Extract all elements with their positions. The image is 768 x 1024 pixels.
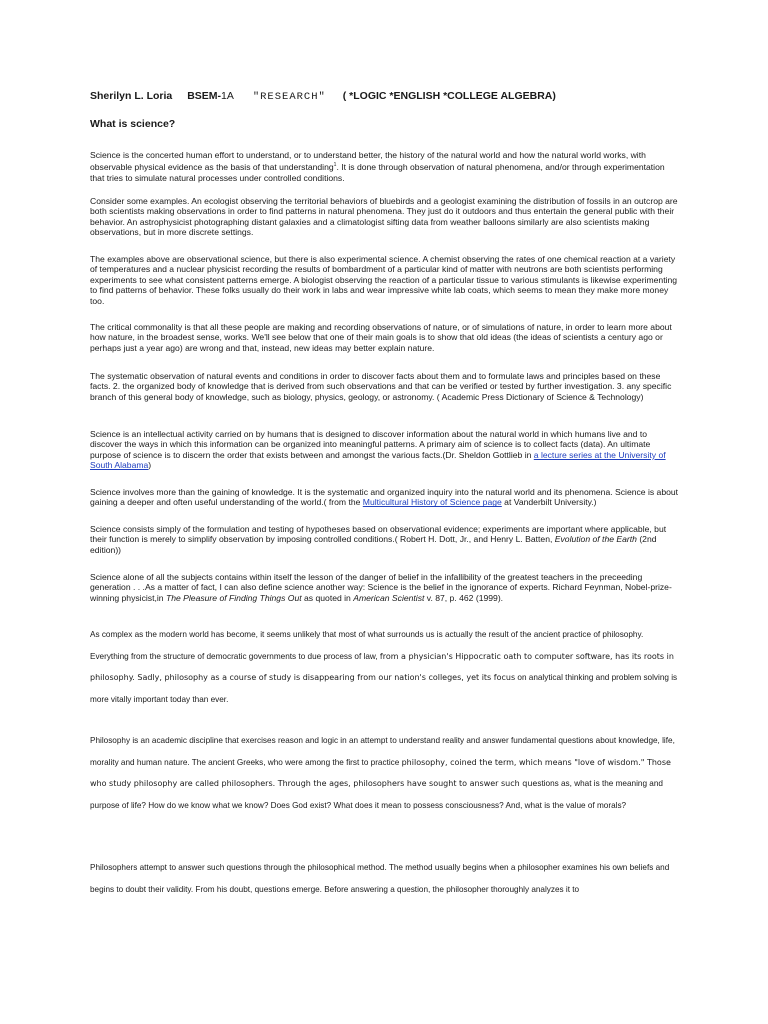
paragraph-text: from a physician's Hippocratic oath to computer software, has its roots in philosophy. Sadly, philosophy as a course of study is disappearing from our nation's colleges, yet its focus — [90, 651, 674, 682]
book-title: The Pleasure of Finding Things Out — [165, 592, 302, 603]
journal-title: American Scientist — [353, 592, 425, 603]
paragraph-text: v. 87, p. 462 (1999). — [424, 592, 504, 603]
paragraph-12: Philosophers attempt to answer such questions through the philosophical method. The method usually begins when a philosopher examines his own beliefs and begins to doubt their validity. From his doubt, questions emerge. Before answering a question, the philosopher thoroughly analyzes it to — [90, 863, 670, 894]
paragraph-text: Science is the concerted human effort to understand, or to understand better, the history of the natural world and how the natural world works, with observable physical evidence as the basis of that understanding — [90, 150, 646, 173]
course-suffix: 1A — [221, 90, 234, 102]
multicultural-history-link[interactable]: Multicultural History of Science page — [362, 497, 502, 508]
paragraph-text: Science involves more than the gaining of knowledge. It is the systematic and organized inquiry into the natural world and its phenomena. Science is about gaining a deeper and often useful understanding of the world.( from the — [90, 487, 679, 508]
paragraph-7 — [90, 487, 680, 508]
paragraph-9 — [90, 572, 680, 603]
subjects-label: ( *LOGIC *ENGLISH *COLLEGE ALGEBRA) — [342, 90, 556, 102]
paragraph-1 — [90, 150, 680, 183]
paragraph-text: As complex as the modern world has become, it seems unlikely that most of what surrounds us is actually the result of the ancient practice of philosophy. Everything from the structure of democratic governments to due process of law, — [90, 630, 644, 661]
paragraph-6 — [90, 429, 680, 471]
paragraph-11 — [90, 730, 680, 816]
paragraph-text: on analytical thinking and problem solving is more vitally important today than ever. — [90, 673, 678, 704]
paragraph-text: Science consists simply of the formulation and testing of hypotheses based on observational evidence; experiments are important where applicable, but their function is merely to simplify observation by imposing controlled conditions.( Robert H. Dott, Jr., and Henry L. Batten, — [90, 524, 667, 545]
paragraph-10 — [90, 624, 680, 710]
paragraph-text: at Vanderbilt University.) — [501, 497, 597, 508]
document-header — [90, 90, 562, 103]
paragraph-text: Science is an intellectual activity carried on by humans that is designed to discover information about the natural world in which humans live and to discover the ways in which this information can be organized into meaningful patterns. A primary aim of science is to collect facts (data). An ultimate purpose of science is to discern the order that exists between and amongst the various facts.(Dr. Sheldon Gottlieb in — [90, 429, 651, 460]
paragraph-8 — [90, 524, 680, 555]
paragraph-text: . It is done through observation of natural phenomena, and/or through experimentation that tries to simulate natural processes under controlled conditions. — [90, 162, 665, 183]
course-prefix: BSEM- — [187, 90, 222, 102]
paragraph-text: ) — [148, 460, 152, 471]
student-name: Sherilyn L. Loria — [90, 90, 173, 102]
section-title: What is science? — [90, 118, 176, 130]
paragraph-text: stions as, what is the meaning and purpose of life? How do we know what we know? Does God exist? What does it mean to possess consciousness? And, what is the value of morals? — [90, 779, 663, 810]
research-label: "RESEARCH" — [252, 91, 326, 103]
paragraph-text: Science alone of all the subjects contains within itself the lesson of the danger of belief in the infallibility of the greatest teachers in the preceeding generation . . .As a matter of fact, I can also define science another way: Science is the belief in the ignorance of experts. Richard Feynman, Nobel-prize-winning physicist,in — [90, 572, 672, 603]
paragraph-2: Consider some examples. An ecologist observing the territorial behaviors of bluebirds and a geologist examining the distribution of fossils in an outcrop are both scientists making observations in order to find patterns in natural phenomena. They just do it outdoors and thus entertain the general public with their behavior. An astrophysicist photographing distant galaxies and a climatologist sifting data from weather balloons similarly are also scientists making observations, but in more discrete settings. — [90, 196, 678, 238]
paragraph-text: philosophy, coined the term, which means "love of wisdom." Those who study philosophy are called philosophers. Through the ages, philosophers have sought to answer such que — [90, 757, 671, 788]
footnote-marker: 1 — [333, 162, 337, 169]
book-title: Evolution of the Earth — [554, 534, 637, 545]
paragraph-4: The critical commonality is that all these people are making and recording observations of nature, or of simulations of nature, in order to learn more about how nature, in the broadest sense, works. We'll see below that one of their main goals is to show that old ideas (the ideas of scientists a century ago or perhaps just a year ago) are wrong and that, instead, new ideas may better explain nature. — [90, 322, 672, 353]
lecture-series-link[interactable]: a lecture series at the University of South Alabama — [90, 449, 666, 471]
paragraph-text: as quoted in — [301, 592, 354, 603]
paragraph-text: Philosophy is an academic discipline that exercises reason and logic in an attempt to understand reality and answer fundamental questions about knowledge, life, morality and human nature. The ancient Greeks, who were among the first to practice — [90, 736, 675, 767]
paragraph-text: (2nd edition)) — [90, 534, 657, 555]
paragraph-3: The examples above are observational science, but there is also experimental science. A chemist observing the rates of one chemical reaction at a variety of temperatures and a nuclear physicist recording the results of bombardment of a particular kind of matter with neutrons are both scientists performing experiments to see what consistent patterns emerge. A biologist observing the reaction of a particular tissue to various stimulants is likewise experimenting to find patterns of behavior. These folks usually do their work in labs and wear impressive white lab coats, which seems to mean they make more money too. — [90, 254, 678, 306]
paragraph-5: The systematic observation of natural events and conditions in order to discover facts about them and to formulate laws and principles based on these facts. 2. the organized body of knowledge that is derived from such observations and that can be verified or tested by further investigation. 3. any specific branch of this general body of knowledge, such as biology, physics, geology, or astronomy. ( Academic Press Dictionary of Science & Technology) — [90, 371, 672, 402]
